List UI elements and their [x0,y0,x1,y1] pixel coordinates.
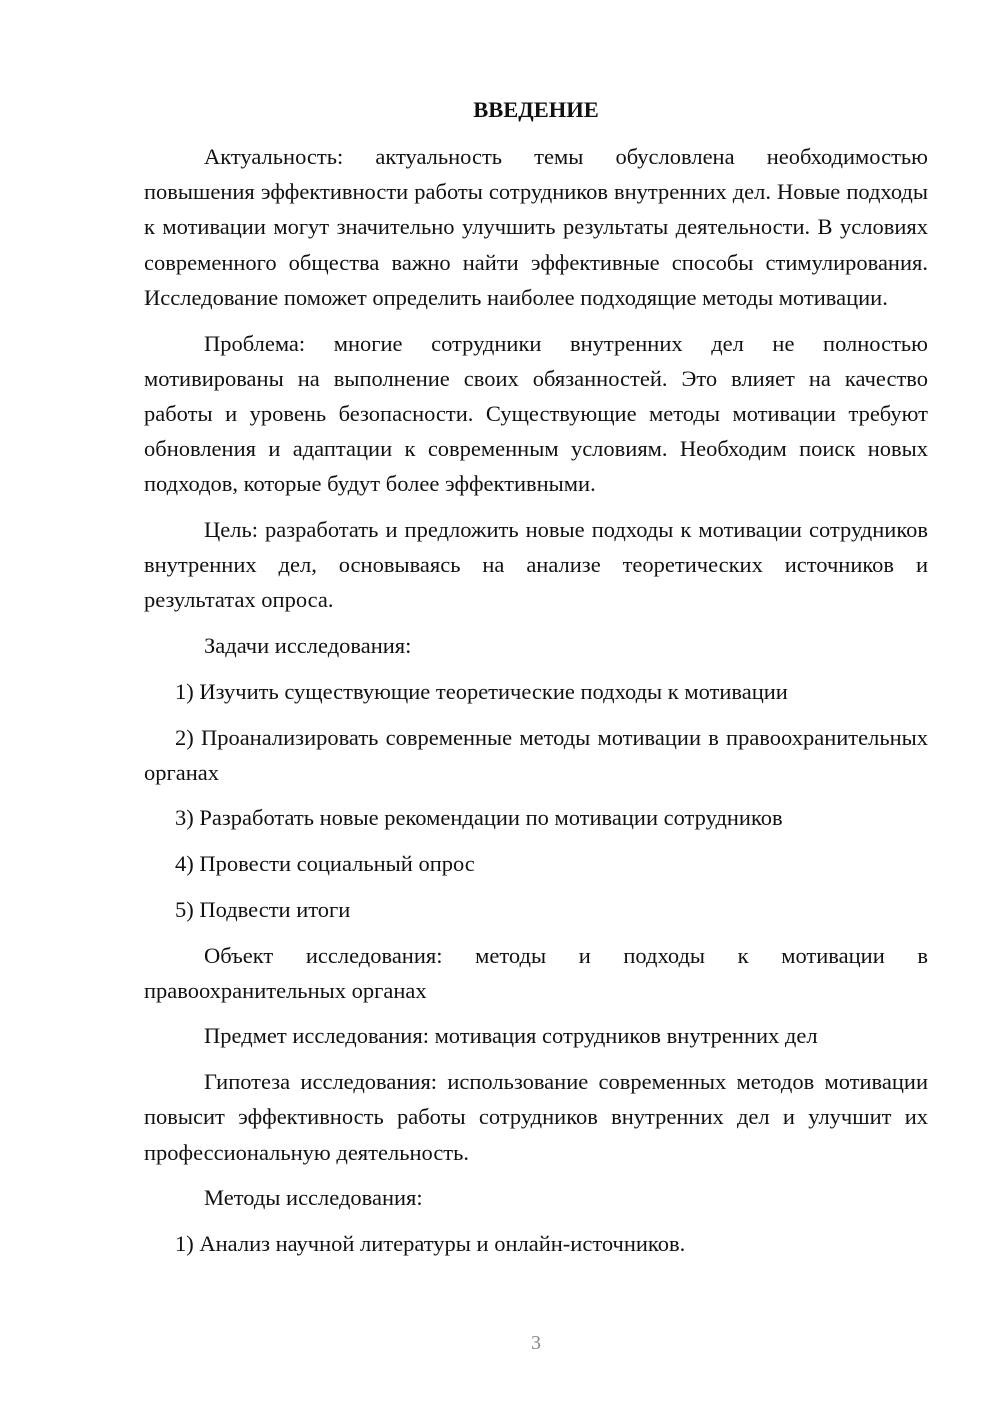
task-item-1: 1) Изучить существующие теоретические подходы к мотивации [175,678,788,704]
paragraph-hypothesis: Гипотеза исследования: использование современных методов мотивации повысит эффективность работы сотрудников внутренних дел и улучшит их профессиональную деятельность. [144,1069,928,1165]
section-title: ВВЕДЕНИЕ [473,97,599,122]
page-number: 3 [531,1332,541,1354]
task-item-2: 2) Проанализировать современные методы мотивации в правоохранительных органах [144,724,928,785]
document-page [144,92,928,1272]
task-item-3: 3) Разработать новые рекомендации по мотивации сотрудников [175,805,783,831]
paragraph-goal: Цель: разработать и предложить новые подходы к мотивации сотрудников внутренних дел, основываясь на анализе теоретических источников и результатах опроса. [144,517,928,613]
paragraph-object: Объект исследования: методы и подходы к мотивации в правоохранительных органах [144,942,928,1003]
paragraph-problem: Проблема: многие сотрудники внутренних дел не полностью мотивированы на выполнение своих обязанностей. Это влияет на качество работы и уровень безопасности. Существующие методы мотивации требуют обновления и адаптации к современным условиям. Необходим поиск новых подходов, которые будут более эффективными. [144,330,928,497]
paragraph-subject: Предмет исследования: мотивация сотрудников внутренних дел [204,1023,818,1049]
methods-heading: Методы исследования: [204,1185,423,1211]
task-item-4: 4) Провести социальный опрос [175,851,475,877]
method-item-1: 1) Анализ научной литературы и онлайн-источников. [175,1230,686,1256]
paragraph-relevance: Актуальность: актуальность темы обусловлена необходимостью повышения эффективности работы сотрудников внутренних дел. Новые подходы к мотивации могут значительно улучшить результаты деятельности. В условиях современного общества важно найти эффективные способы стимулирования. Исследование поможет определить наиболее подходящие методы мотивации. [144,144,928,310]
task-item-5: 5) Подвести итоги [175,896,351,922]
tasks-heading: Задачи исследования: [204,633,412,659]
